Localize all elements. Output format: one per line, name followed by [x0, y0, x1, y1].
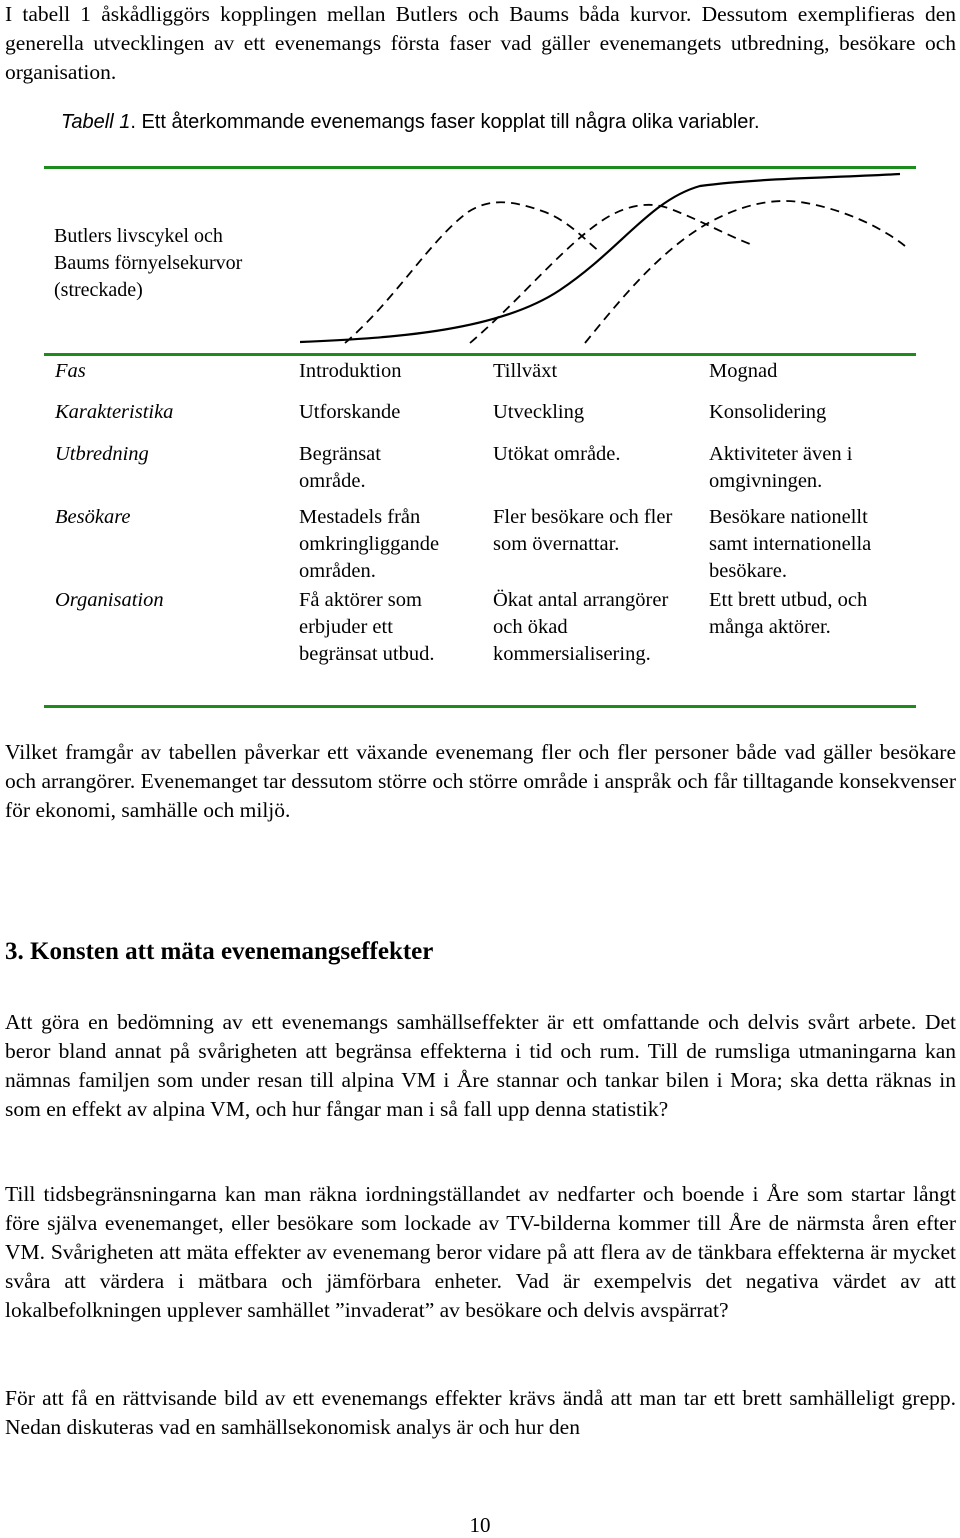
cell-mognad: Besökare nationellt samt internationella besökare. [709, 506, 872, 582]
section-paragraph-1: Att göra en bedömning av ett evenemangs samhällseffekter är ett omfattande och delvis svårt arbete. Det beror bland annat på svårigheten att begränsa effekterna i tid och rum. Till de rumsliga utmaningarna kan nämnas familjen som under resan till alpina VM i Åre stannar och tankar bilen i Mora; ska detta räknas in som en effekt av alpina VM, och hur fångar man i så fall upp denna statistik? [5, 1010, 956, 1121]
curve-label-line-1: Butlers livscykel och [54, 225, 223, 247]
cell-mognad: Konsolidering [709, 401, 827, 423]
table-caption [61, 111, 760, 134]
cell-tillvaxt: Tillväxt [493, 360, 558, 382]
cell-introduktion: Mestadels från omkringliggande områden. [299, 506, 440, 582]
butler-lifecycle-curve [300, 174, 900, 342]
baum-renewal-curve-3 [585, 201, 905, 343]
cell-mognad: Ett brett utbud, och många aktörer. [709, 589, 868, 638]
curve-label-line-2: Baums förnyelsekurvor [54, 252, 243, 274]
cell-tillvaxt: Utveckling [493, 401, 585, 423]
section-heading: 3. Konsten att mäta evenemangseffekter [5, 938, 434, 965]
baum-renewal-curve-2 [470, 205, 750, 343]
cell-introduktion: Begränsat område. [299, 443, 381, 492]
curve-label-line-3: (streckade) [54, 279, 143, 301]
section-paragraph-3: För att få en rättvisande bild av ett evenemangs effekter krävs ändå att man tar ett brett samhälleligt grepp. Nedan diskuteras vad en samhällsekonomisk analys är och hur den [5, 1386, 956, 1439]
page-number: 10 [469, 1513, 491, 1537]
cell-mognad: Mognad [709, 360, 778, 382]
intro-paragraph: I tabell 1 åskådliggörs kopplingen mellan Butlers och Baums båda kurvor. Dessutom exemplifieras den generella utvecklingen av ett evenemangs första faser vad gäller evenemangets utbredning, besökare och organisation. [5, 2, 956, 84]
row-label: Organisation [55, 589, 164, 611]
table-header-rule [44, 353, 916, 356]
caption-label: Tabell 1 [61, 111, 131, 133]
row-label: Besökare [55, 506, 131, 528]
cell-tillvaxt: Utökat område. [493, 443, 621, 465]
cell-introduktion: Introduktion [299, 360, 402, 382]
row-label: Utbredning [55, 443, 149, 465]
cell-mognad: Aktiviteter även i omgivningen. [709, 443, 853, 492]
caption-text: . Ett återkommande evenemangs faser kopplat till några olika variabler. [130, 111, 760, 133]
baum-renewal-curve-1 [345, 202, 600, 343]
table-bottom-rule [44, 705, 916, 708]
section-paragraph-2: Till tidsbegränsningarna kan man räkna iordningställandet av nedfarter och boende i Åre som startar långt före själva evenemanget, eller besökare som lockade av TV-bilderna kommer till Åre de närmsta åren efter VM. Svårigheten att mäta effekter av evenemang beror vidare på att flera av de tänkbara effekterna är mycket svåra att värdera i mätbara och jämförbara enheter. Vad är exempelvis det negativa värdet av att lokalbefolkningen upplever samhället ”invaderat” av besökare och delvis avspärrat? [5, 1182, 956, 1322]
cell-tillvaxt: Fler besökare och fler som övernattar. [493, 506, 673, 555]
cell-introduktion: Få aktörer som erbjuder ett begränsat utbud. [299, 589, 435, 665]
cell-introduktion: Utforskande [299, 401, 401, 423]
after-table-paragraph: Vilket framgår av tabellen påverkar ett växande evenemang fler och fler personer både vad gäller besökare och arrangörer. Evenemanget tar dessutom större och större område i anspråk och får tilltagande konsekvenser för ekonomi, samhälle och miljö. [5, 740, 956, 822]
row-label: Fas [55, 360, 86, 382]
cell-tillvaxt: Ökat antal arrangörer och ökad kommersialisering. [493, 589, 669, 665]
row-label: Karakteristika [55, 401, 174, 423]
lifecycle-curves-diagram [0, 165, 960, 350]
